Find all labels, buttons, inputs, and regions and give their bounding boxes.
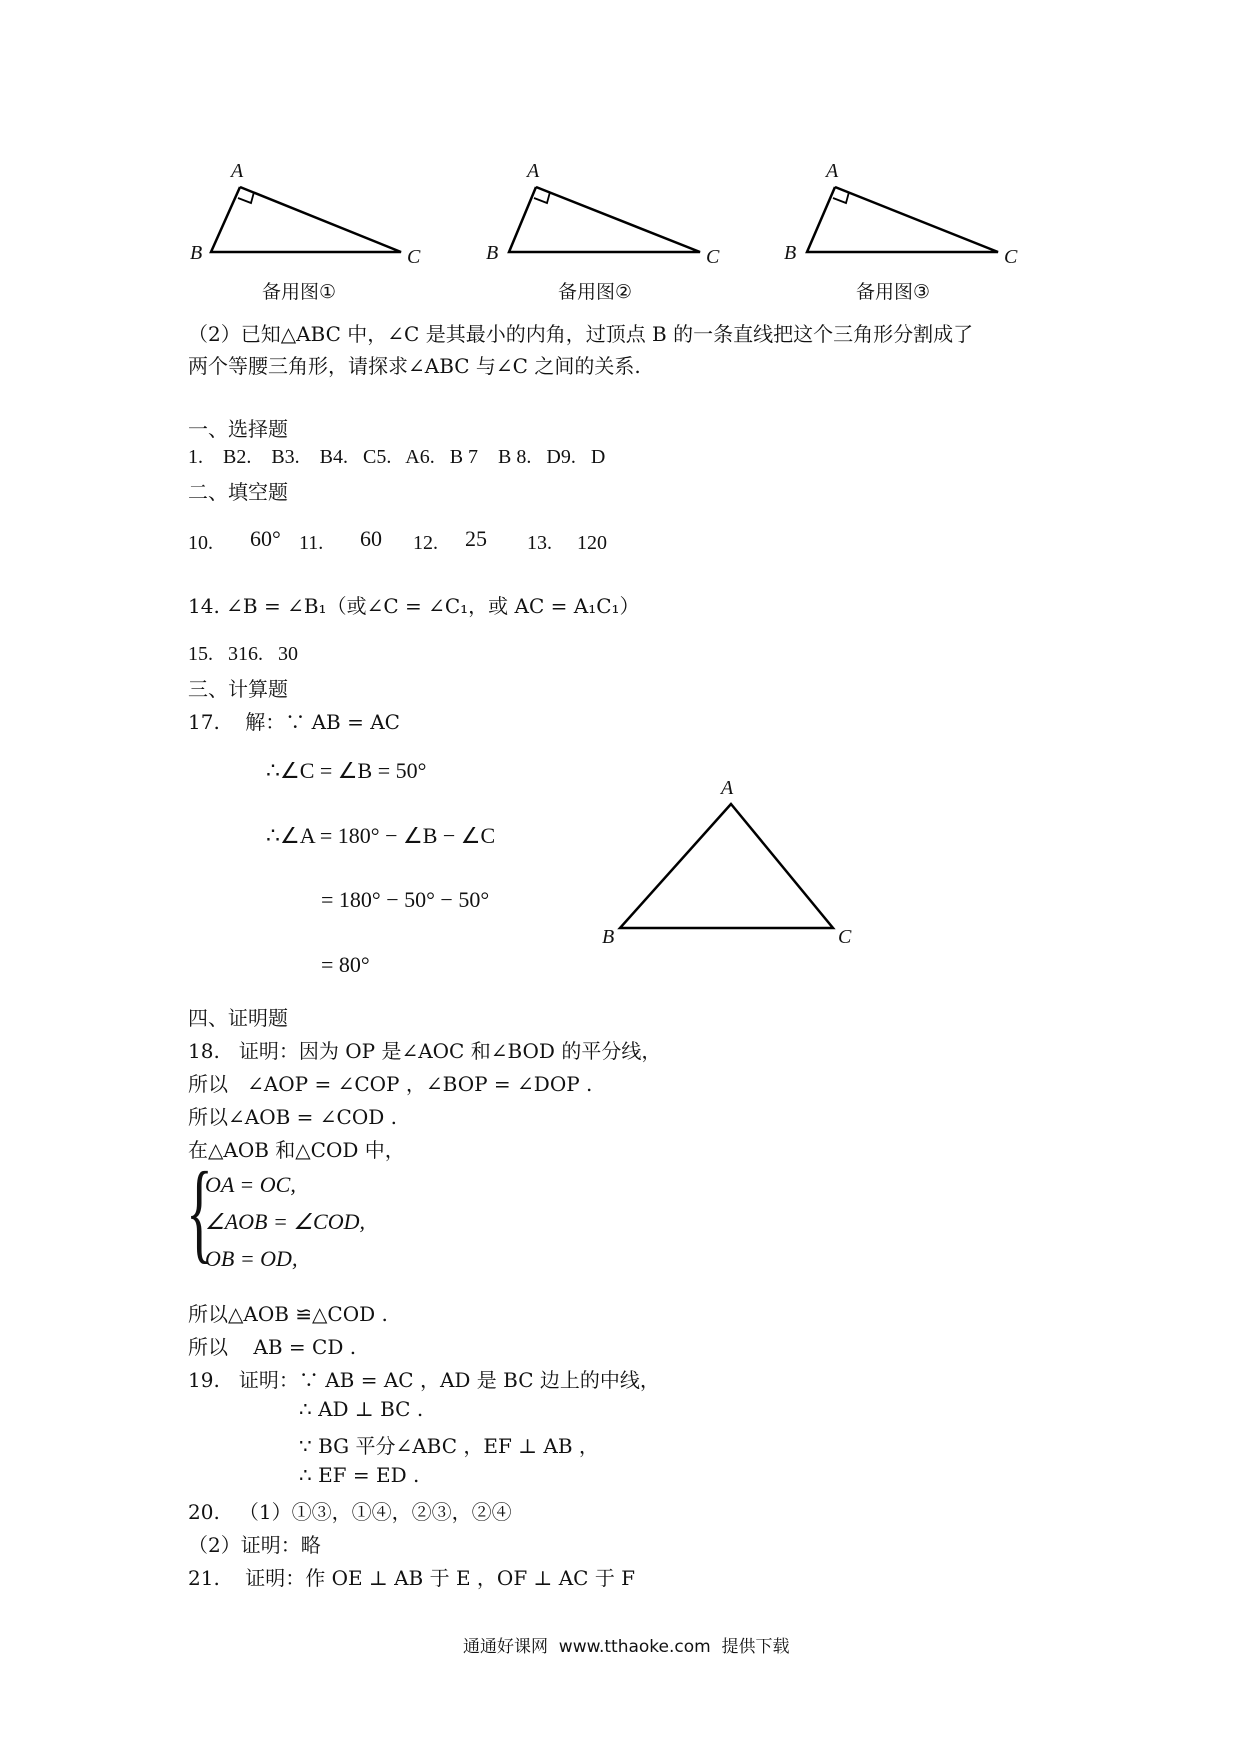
answer-value: 120 xyxy=(577,532,607,554)
answer-number: 11. xyxy=(299,532,324,554)
q18-line-2: 所以 ∠AOP = ∠COP ，∠BOP = ∠DOP . xyxy=(188,1072,593,1096)
vertex-label-a: A xyxy=(721,777,734,799)
system-line-2: ∠AOB = ∠COD, xyxy=(205,1209,366,1234)
fill-answer-14: 14. ∠B = ∠B₁（或∠C = ∠C₁，或 AC = A₁C₁） xyxy=(188,594,640,618)
system-line-1: OA = OC, xyxy=(205,1172,296,1197)
q20-line-1: 20. （1）①③，①④，②③，②④ xyxy=(188,1500,512,1524)
vertex-label-c: C xyxy=(838,926,852,948)
vertex-label-c: C xyxy=(1004,246,1018,268)
q17-step-1: ∴∠C = ∠B = 50° xyxy=(266,758,427,783)
fill-answer-15-16: 15. 316. 30 xyxy=(188,643,298,665)
vertex-label-b: B xyxy=(784,242,797,264)
q21-line-1: 21. 证明：作 OE ⊥ AB 于 E ，OF ⊥ AC 于 F xyxy=(188,1566,636,1590)
vertex-label-c: C xyxy=(706,246,720,268)
vertex-label-a: A xyxy=(826,160,839,182)
q19-line-2: ∴ AD ⊥ BC . xyxy=(299,1397,424,1421)
vertex-label-b: B xyxy=(602,926,615,948)
q18-line-3: 所以∠AOB = ∠COD . xyxy=(188,1105,397,1129)
q18-line-5: 所以△AOB ≌△COD . xyxy=(188,1302,388,1326)
answer-number: 10. xyxy=(188,532,213,554)
q18-line-4: 在△AOB 和△COD 中， xyxy=(188,1138,405,1162)
figure-caption: 备用图③ xyxy=(856,281,931,303)
figure-caption: 备用图② xyxy=(558,281,633,303)
q17-head: 17. 解：∵ AB = AC xyxy=(188,710,400,734)
q18-line-1: 18. 证明：因为 OP 是∠AOC 和∠BOD 的平分线， xyxy=(188,1039,662,1063)
section-title-fill: 二、填空题 xyxy=(188,480,288,504)
q19-line-4: ∴ EF = ED . xyxy=(299,1463,420,1487)
vertex-label-b: B xyxy=(486,242,499,264)
section-title-choice: 一、选择题 xyxy=(188,417,288,441)
q19-line-1: 19. 证明：∵ AB = AC ，AD 是 BC 边上的中线， xyxy=(188,1368,660,1392)
vertex-label-a: A xyxy=(231,160,244,182)
page-footer: 通通好课网 www.tthaoke.com 提供下载 xyxy=(463,1637,790,1657)
q17-step-3: = 180° − 50° − 50° xyxy=(321,887,490,912)
system-line-3: OB = OD, xyxy=(205,1246,298,1271)
q20-line-2: （2）证明：略 xyxy=(188,1533,321,1557)
section-title-proof: 四、证明题 xyxy=(188,1006,288,1030)
figure-caption: 备用图① xyxy=(262,281,337,303)
q19-line-3: ∵ BG 平分∠ABC ，EF ⊥ AB ， xyxy=(299,1434,599,1458)
left-brace: { xyxy=(186,1150,213,1274)
answer-number: 13. xyxy=(527,532,552,554)
vertex-label-b: B xyxy=(190,242,203,264)
answer-value: 25 xyxy=(465,526,487,551)
answer-number: 12. xyxy=(413,532,438,554)
vertex-label-c: C xyxy=(407,246,421,268)
q18-line-6: 所以 AB = CD . xyxy=(188,1335,357,1359)
answer-value: 60 xyxy=(360,526,382,551)
answer-value: 60° xyxy=(250,526,281,551)
choice-answers: 1. B2. B3. B4. C5. A6. B 7 B 8. D9. D xyxy=(188,446,606,468)
vertex-label-a: A xyxy=(527,160,540,182)
q17-step-4: = 80° xyxy=(321,952,370,977)
question-2-line-2: 两个等腰三角形，请探求∠ABC 与∠C 之间的关系. xyxy=(188,354,641,378)
section-title-calc: 三、计算题 xyxy=(188,677,288,701)
question-2-line-1: （2）已知△ABC 中，∠C 是其最小的内角，过顶点 B 的一条直线把这个三角形分割成了 xyxy=(188,322,974,346)
q17-step-2: ∴∠A = 180° − ∠B − ∠C xyxy=(266,823,496,848)
